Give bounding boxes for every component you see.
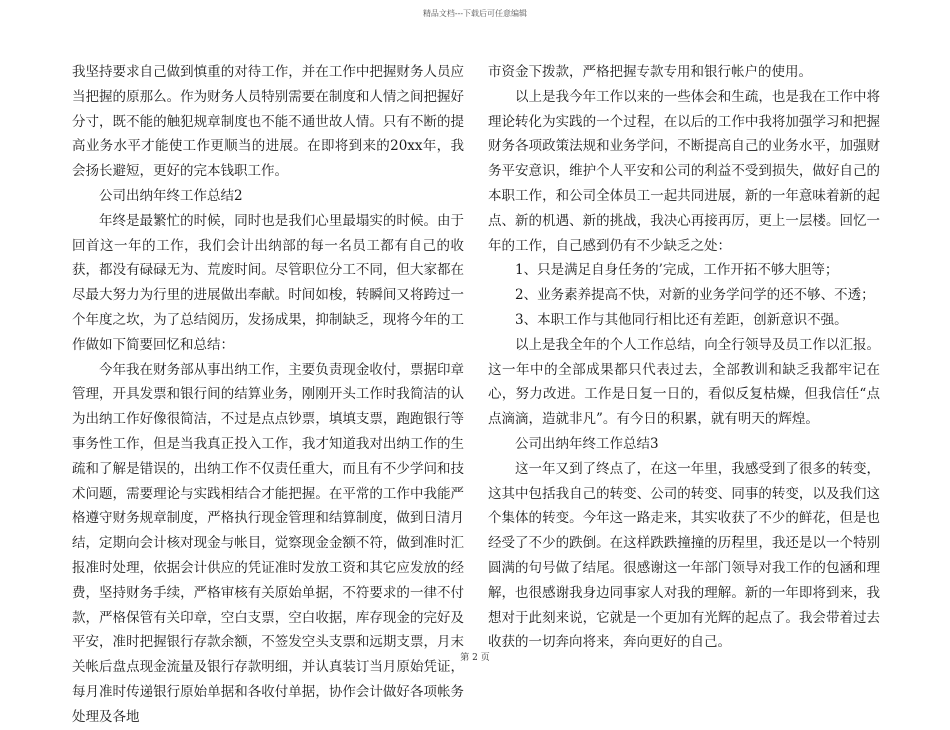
list-item: 1、只是满足自身任务的’完成，工作开拓不够大胆等； (515, 262, 839, 279)
paragraph: 我坚持要求自己做到慎重的对待工作，并在工作中把握财务人员应当把握的原那么。作为财务人员特别需要在制度和人情之间把握好分寸，既不能的触犯规章制度也不能不通世故人情。只有不断的提高业务水平才能使工作更顺当的进展。在即将到来的20xx年，我会扬长避短，更好的完本钱职工作。 (72, 64, 464, 180)
paragraph: 以上是我全年的个人工作总结，向全行领导及员工作以汇报。这一年中的全部成果都只代表过去，全部教训和缺乏我都牢记在心，努力改进。工作是日复一日的，看似反复枯燥，但我信任“点点滴滴，造就非凡”。有今日的积累，就有明天的辉煌。 (488, 336, 880, 428)
section-heading: 公司出纳年终工作总结2 (99, 187, 243, 204)
paragraph: 今年我在财务部从事出纳工作，主要负责现金收付，票据印章管理，开具发票和银行间的结算业务，刚刚开头工作时我简洁的认为出纳工作好像很简洁，不过是点点钞票，填填支票，跑跑银行等事务性工作，但是当我真正投入工作，我才知道我对出纳工作的生疏和了解是错误的，出纳工作不仅责任重大，而且有不少学问和技术问题，需要理论与实践相结合才能把握。在平常的工作中我能严格遵守财务规章制度，严格执行现金管理和结算制度，做到日清月结，定期向会计核对现金与帐目，觉察现金金额不符，做到准时汇报准时处理，依据会计供应的凭证准时发放工资和其它应发放的经费，坚持财务手续，严格审核有关原始单据，不符要求的一律不付款，严格保管有关印章，空白支票，空白收据，库存现金的完好及平安，准时把握银行存款余额，不签发空头支票和远期支票，月末关帐后盘点现金流量及银行存款明细，并认真装订当月原始凭证，每月准时传递银行原始单据和各收付单据，协作会计做好各项帐务处理及各地 (72, 361, 464, 725)
paragraph: 年终是最繁忙的时候，同时也是我们心里最塌实的时候。由于回首这一年的工作，我们会计出纳部的每一名员工都有自己的收获，都没有碌碌无为、荒废时间。尽管职位分工不同，但大家都在尽最大努力为行里的进展做出奉献。时间如梭，转瞬间又将跨过一个年度之坎，为了总结阅历，发扬成果，抑制缺乏，现将今年的工作做如下简要回忆和总结： (72, 212, 464, 353)
left-column (72, 60, 464, 730)
right-column (488, 60, 880, 655)
page-number: 第 2 页 (460, 653, 490, 663)
list-item: 3、本职工作与其他同行相比还有差距，创新意识不强。 (515, 311, 848, 328)
paragraph: 以上是我今年工作以来的一些体会和生疏，也是我在工作中将理论转化为实践的一个过程，在以后的工作中我将加强学习和把握财务各项政策法规和业务学问，不断提高自己的业务水平，加强财务平安意识，维护个人平安和公司的利益不受到损失，做好自己的本职工作，和公司全体员工一起共同进展，新的一年意味着新的起点、新的机遇、新的挑战，我决心再接再厉，更上一层楼。回忆一年的工作，自己感到仍有不少缺乏之处： (488, 88, 880, 254)
paragraph: 这一年又到了终点了，在这一年里，我感受到了很多的转变，这其中包括我自己的转变、公司的转变、同事的转变，以及我们这个集体的转变。今年这一路走来，其实收获了不少的鲜花，但是也经受了不少的跌倒。在这样跌跌撞撞的历程里，我还是以一个特别圆满的句号做了结尾。很感谢这一年部门领导对我工作的包涵和理解，也很感谢我身边同事家人对我的理解。新的一年即将到来，我想对于此刻来说，它就是一个更加有光辉的起点了。我会带着过去收获的一切奔向将来，奔向更好的自己。 (488, 460, 880, 651)
section-heading: 公司出纳年终工作总结3 (515, 435, 659, 452)
page-header: 精品文档---下载后可任意编辑 (422, 9, 528, 18)
list-item: 2、业务素养提高不快，对新的业务学问学的还不够、不透； (515, 287, 875, 304)
paragraph: 市资金下拨款，严格把握专款专用和银行帐户的使用。 (488, 64, 812, 80)
